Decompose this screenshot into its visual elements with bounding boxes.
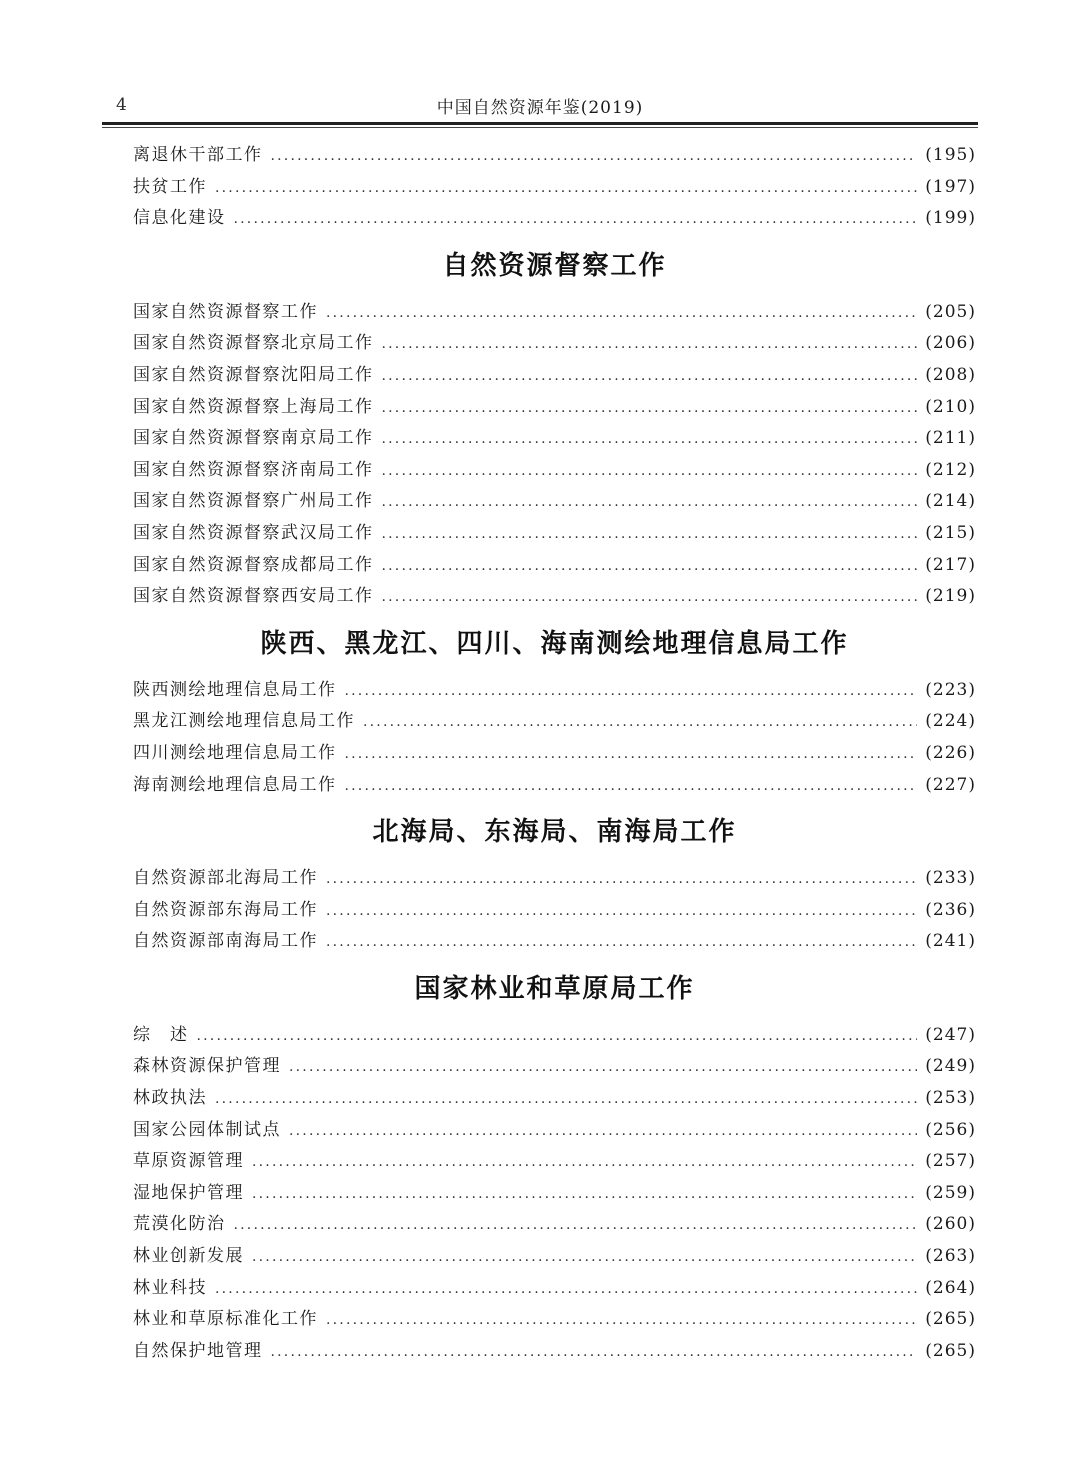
toc-entry-page: (224) — [925, 711, 976, 732]
toc-entry[interactable] — [133, 550, 976, 582]
toc-entry-page: (265) — [925, 1340, 976, 1361]
dot-leader — [345, 739, 918, 771]
dot-leader — [382, 361, 918, 393]
toc-entry-page: (236) — [925, 899, 976, 920]
toc-entry-page: (195) — [925, 145, 976, 165]
section-title: 自然资源督察工作 — [442, 250, 667, 281]
dot-leader — [345, 676, 918, 708]
dot-leader — [289, 1116, 917, 1148]
toc-entry-title: 国家自然资源督察济南局工作 — [133, 459, 374, 480]
dot-leader — [382, 551, 918, 583]
toc-entry-title: 黑龙江测绘地理信息局工作 — [133, 711, 355, 732]
toc-entry-title: 自然资源部北海局工作 — [133, 868, 318, 889]
section-title: 北海局、东海局、南海局工作 — [372, 817, 737, 848]
dot-leader — [363, 707, 917, 739]
dot-leader — [345, 771, 918, 803]
toc-entry-title: 林业创新发展 — [133, 1246, 244, 1267]
toc-entry-page: (249) — [925, 1056, 976, 1077]
dot-leader — [271, 1337, 918, 1369]
toc-entry-page: (226) — [925, 742, 976, 763]
dot-leader — [326, 864, 917, 896]
toc-entry-page: (219) — [925, 586, 976, 607]
dot-leader — [382, 424, 918, 456]
toc-entry-page: (259) — [925, 1182, 976, 1203]
dot-leader — [215, 1084, 917, 1116]
toc-entry[interactable] — [133, 706, 976, 738]
toc-entry[interactable] — [133, 1273, 976, 1305]
toc-entry[interactable] — [133, 1336, 976, 1368]
toc-entry-title: 国家自然资源督察南京局工作 — [133, 428, 374, 449]
toc-entry[interactable] — [133, 1241, 976, 1273]
dot-leader — [271, 141, 918, 173]
toc-entry-title: 自然资源部东海局工作 — [133, 899, 318, 920]
toc-entry-page: (241) — [925, 931, 976, 952]
toc-entry-page: (263) — [925, 1246, 976, 1267]
toc-entry-page: (215) — [925, 522, 976, 543]
dot-leader — [326, 298, 917, 330]
dot-leader — [215, 1274, 917, 1306]
dot-leader — [382, 519, 918, 551]
toc-entry-page: (257) — [925, 1151, 976, 1172]
toc-entry-page: (253) — [925, 1088, 976, 1109]
toc-entry-page: (264) — [925, 1277, 976, 1298]
toc-entry-title: 林业科技 — [133, 1277, 207, 1298]
toc-entry-title: 国家自然资源督察沈阳局工作 — [133, 364, 374, 385]
toc-entry-title: 国家公园体制试点 — [133, 1119, 281, 1140]
toc-entry[interactable] — [133, 1083, 976, 1115]
toc-entry-title: 国家自然资源督察北京局工作 — [133, 333, 374, 354]
toc-entry-title: 国家自然资源督察广州局工作 — [133, 491, 374, 512]
toc-entry-title: 离退休干部工作 — [133, 145, 263, 165]
toc-entry-page: (227) — [925, 774, 976, 795]
toc-entry-title: 林政执法 — [133, 1088, 207, 1109]
toc-entry-page: (199) — [925, 208, 976, 229]
toc-entry[interactable] — [133, 1209, 976, 1241]
dot-leader — [234, 204, 918, 236]
toc-entry[interactable] — [133, 392, 976, 424]
toc-entry[interactable] — [133, 328, 976, 360]
toc-entry-title: 四川测绘地理信息局工作 — [133, 742, 337, 763]
toc-entry[interactable] — [133, 895, 976, 927]
toc-entry-page: (247) — [925, 1024, 976, 1045]
toc-entry-title: 国家自然资源督察上海局工作 — [133, 396, 374, 417]
section-title: 国家林业和草原局工作 — [414, 973, 695, 1004]
toc-entry-page: (265) — [925, 1309, 976, 1330]
dot-leader — [382, 582, 918, 614]
toc-entry[interactable] — [133, 1020, 976, 1052]
toc-entry-title: 国家自然资源督察成都局工作 — [133, 554, 374, 575]
dot-leader — [252, 1242, 917, 1274]
toc-entry[interactable] — [133, 770, 976, 802]
toc-entry-title: 森林资源保护管理 — [133, 1056, 281, 1077]
toc-entry-title: 国家自然资源督察工作 — [133, 301, 318, 322]
toc-entry-title: 林业和草原标准化工作 — [133, 1309, 318, 1330]
toc-entry-title: 海南测绘地理信息局工作 — [133, 774, 337, 795]
header-rule-thick — [102, 122, 978, 125]
dot-leader — [289, 1052, 917, 1084]
toc-entry[interactable] — [133, 1178, 976, 1210]
toc-entry[interactable] — [133, 518, 976, 550]
dot-leader — [382, 393, 918, 425]
dot-leader — [234, 1210, 918, 1242]
toc-entry[interactable] — [133, 297, 976, 329]
dot-leader — [252, 1179, 917, 1211]
toc-entry-page: (233) — [925, 868, 976, 889]
toc-entry-page: (205) — [925, 301, 976, 322]
toc-entry-page: (211) — [925, 428, 976, 449]
table-of-contents — [133, 140, 976, 1367]
toc-entry-page: (223) — [925, 679, 976, 700]
toc-entry-page: (210) — [925, 396, 976, 417]
toc-entry-page: (212) — [925, 459, 976, 480]
toc-entry[interactable] — [133, 1115, 976, 1147]
toc-entry[interactable] — [133, 486, 976, 518]
toc-entry[interactable] — [133, 863, 976, 895]
toc-entry[interactable] — [133, 203, 976, 235]
toc-entry-title: 草原资源管理 — [133, 1151, 244, 1172]
toc-entry-title: 扶贫工作 — [133, 176, 207, 197]
dot-leader — [382, 487, 918, 519]
toc-entry-title: 荒漠化防治 — [133, 1214, 226, 1235]
dot-leader — [197, 1021, 918, 1053]
toc-entry-page: (208) — [925, 364, 976, 385]
toc-entry[interactable] — [133, 360, 976, 392]
toc-entry-page: (206) — [925, 333, 976, 354]
toc-entry[interactable] — [133, 675, 976, 707]
toc-entry[interactable] — [133, 581, 976, 613]
section-title: 陕西、黑龙江、四川、海南测绘地理信息局工作 — [260, 628, 849, 659]
toc-entry-title: 国家自然资源督察西安局工作 — [133, 586, 374, 607]
toc-entry-title: 国家自然资源督察武汉局工作 — [133, 522, 374, 543]
page-header — [102, 92, 978, 122]
header-rule-thin — [102, 127, 978, 128]
toc-entry[interactable] — [133, 926, 976, 958]
toc-entry[interactable] — [133, 172, 976, 204]
dot-leader — [382, 456, 918, 488]
toc-entry-page: (260) — [925, 1214, 976, 1235]
toc-entry[interactable] — [133, 738, 976, 770]
toc-entry-page: (217) — [925, 554, 976, 575]
dot-leader — [326, 1305, 917, 1337]
dot-leader — [382, 329, 918, 361]
toc-entry-title: 综 述 — [133, 1024, 189, 1045]
running-title: 中国自然资源年鉴(2019) — [436, 98, 644, 118]
dot-leader — [326, 927, 917, 959]
toc-entry[interactable] — [133, 455, 976, 487]
toc-entry[interactable] — [133, 1146, 976, 1178]
page-number: 4 — [116, 95, 127, 115]
toc-entry-title: 湿地保护管理 — [133, 1182, 244, 1203]
dot-leader — [252, 1147, 917, 1179]
toc-entry-title: 陕西测绘地理信息局工作 — [133, 679, 337, 700]
toc-entry-title: 信息化建设 — [133, 208, 226, 229]
toc-entry[interactable] — [133, 423, 976, 455]
toc-entry-page: (197) — [925, 176, 976, 197]
toc-entry[interactable] — [133, 1051, 976, 1083]
dot-leader — [215, 173, 917, 205]
toc-entry-page: (256) — [925, 1119, 976, 1140]
dot-leader — [326, 896, 917, 928]
toc-entry[interactable] — [133, 1304, 976, 1336]
toc-entry-title: 自然资源部南海局工作 — [133, 931, 318, 952]
toc-entry-page: (214) — [925, 491, 976, 512]
toc-entry[interactable] — [133, 140, 976, 172]
toc-entry-title: 自然保护地管理 — [133, 1340, 263, 1361]
